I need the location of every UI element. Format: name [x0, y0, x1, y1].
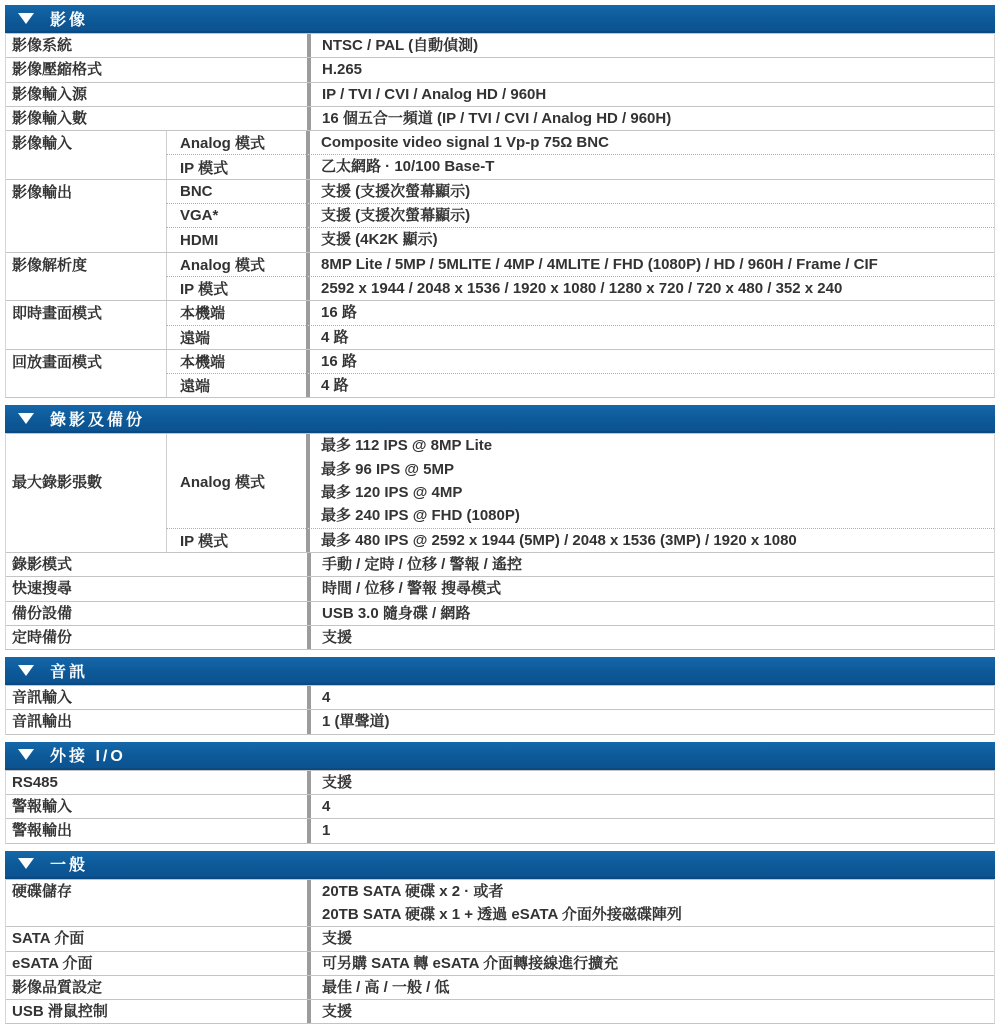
- section-title: 音訊: [50, 663, 89, 681]
- row-sublabel-cell: [166, 373, 306, 397]
- row-value: Composite video signal 1 Vp-p 75Ω BNC: [321, 134, 609, 152]
- row-label: 影像輸入: [12, 135, 73, 153]
- row-label: SATA 介面: [12, 930, 85, 948]
- triangle-down-icon: [18, 665, 34, 676]
- row-label-cell: [6, 203, 166, 227]
- row-label-cell: [6, 83, 307, 106]
- table-row: [6, 82, 994, 106]
- spec-subrow: [6, 373, 994, 397]
- row-value: 最多 112 IPS @ 8MP Lite: [321, 437, 493, 455]
- row-label: 錄影模式: [12, 555, 73, 573]
- row-value: 支援 (支援次螢幕顯示): [321, 182, 471, 200]
- row-value: 4 路: [321, 328, 349, 346]
- spec-subrow: [6, 350, 994, 373]
- row-value: 1: [322, 822, 331, 840]
- row-sublabel: IP 模式: [180, 281, 229, 299]
- spec-subrow: [6, 253, 994, 276]
- row-label: USB 滑鼠控制: [12, 1003, 108, 1021]
- row-label-cell: [6, 927, 307, 950]
- row-value: 4: [322, 798, 331, 816]
- spec-subrow: [6, 771, 994, 794]
- row-sublabel-cell: [166, 253, 306, 276]
- row-sublabel-cell: [166, 350, 306, 373]
- row-label-cell: [6, 350, 166, 373]
- section-title: 錄影及備份: [50, 411, 146, 429]
- row-label: 影像系統: [12, 37, 73, 54]
- row-label-cell: [6, 976, 307, 999]
- table-row: [6, 975, 994, 999]
- row-sublabel: IP 模式: [180, 159, 229, 177]
- row-value-cell: [307, 880, 994, 927]
- spec-subrow: [6, 819, 994, 842]
- row-value-cell: [306, 528, 994, 552]
- row-label-cell: [6, 434, 166, 527]
- spec-subrow: [6, 795, 994, 818]
- row-value-cell: [307, 83, 994, 106]
- row-value: 手動 / 定時 / 位移 / 警報 / 遙控: [322, 555, 523, 573]
- row-value: 支援 (4K2K 顯示): [321, 231, 438, 249]
- row-value-cell: [306, 434, 994, 527]
- row-value: 最多 120 IPS @ 4MP: [321, 484, 463, 502]
- table-row: [6, 926, 994, 950]
- row-label: 影像品質設定: [12, 978, 103, 996]
- row-sublabel-cell: [166, 203, 306, 227]
- table-row: [6, 601, 994, 625]
- row-value: 16 路: [321, 304, 357, 322]
- row-value: 可另購 SATA 轉 eSATA 介面轉接線進行擴充: [322, 954, 619, 972]
- row-value: USB 3.0 隨身碟 / 網路: [322, 604, 471, 622]
- row-value: 支援: [322, 628, 353, 646]
- table-row: [6, 794, 994, 818]
- table-row: [6, 709, 994, 733]
- row-sublabel: 遠端: [180, 329, 211, 347]
- row-sublabel: Analog 模式: [180, 135, 265, 153]
- row-sublabel: VGA*: [180, 207, 219, 225]
- row-label-cell: [6, 553, 307, 576]
- row-label-cell: [6, 34, 307, 57]
- row-label: 影像輸出: [12, 183, 73, 201]
- row-value: NTSC / PAL (自動偵測): [322, 37, 479, 54]
- row-sublabel: Analog 模式: [180, 473, 265, 491]
- row-value-cell: [306, 301, 994, 324]
- section-title: 外接 I/O: [50, 748, 126, 766]
- row-sublabel: IP 模式: [180, 532, 229, 550]
- section-body: [5, 433, 995, 650]
- spec-subrow: [6, 577, 994, 600]
- row-value-cell: [306, 131, 994, 154]
- row-value-cell: [307, 626, 994, 649]
- spec-section: [5, 5, 995, 398]
- spec-subrow: [6, 301, 994, 324]
- row-sublabel: BNC: [180, 182, 213, 200]
- row-value-cell: [306, 154, 994, 178]
- row-value-cell: [307, 107, 994, 130]
- section-body: [5, 770, 995, 844]
- triangle-down-icon: [18, 749, 34, 760]
- row-label: 影像輸入數: [12, 109, 88, 127]
- row-sublabel: 本機端: [180, 354, 226, 371]
- row-value-cell: [306, 203, 994, 227]
- row-value-cell: [307, 577, 994, 600]
- row-label-cell: [6, 795, 307, 818]
- row-value: 最多 240 IPS @ FHD (1080P): [321, 507, 520, 525]
- row-value-cell: [307, 553, 994, 576]
- triangle-down-icon: [18, 13, 34, 24]
- spec-subrow: [6, 227, 994, 251]
- table-row: [6, 33, 994, 57]
- row-value-cell: [307, 927, 994, 950]
- spec-table: [5, 5, 995, 1024]
- row-sublabel: 本機端: [180, 305, 226, 323]
- section-body: [5, 879, 995, 1024]
- spec-subrow: [6, 34, 994, 57]
- row-value: 16 路: [321, 352, 357, 370]
- row-value-cell: [306, 227, 994, 251]
- row-sublabel: 遠端: [180, 378, 211, 396]
- row-value: 8MP Lite / 5MP / 5MLITE / 4MP / 4MLITE / FHD (1080P) / HD / 960H / Frame / CIF: [321, 255, 878, 273]
- spec-section: [5, 851, 995, 1024]
- row-value-cell: [307, 34, 994, 57]
- row-sublabel: HDMI: [180, 231, 219, 249]
- triangle-down-icon: [18, 858, 34, 869]
- table-row: [6, 576, 994, 600]
- row-label: 快速搜尋: [12, 580, 73, 598]
- row-sublabel-cell: [166, 180, 306, 203]
- table-row: [6, 252, 994, 301]
- row-value: 20TB SATA 硬碟 x 1 + 透過 eSATA 介面外接磁碟陣列: [322, 905, 682, 923]
- section-title: 一般: [50, 857, 89, 875]
- row-value: 支援: [322, 930, 353, 948]
- table-row: [6, 818, 994, 842]
- row-sublabel-cell: [166, 434, 306, 527]
- table-row: [6, 951, 994, 975]
- row-label-cell: [6, 819, 307, 842]
- row-value-cell: [306, 180, 994, 203]
- row-value: 乙太網路 · 10/100 Base-T: [321, 158, 495, 176]
- row-value-cell: [307, 952, 994, 975]
- row-value-cell: [307, 602, 994, 625]
- row-value: 2592 x 1944 / 2048 x 1536 / 1920 x 1080 / 1280 x 720 / 720 x 480 / 352 x 240: [321, 279, 843, 297]
- row-value-cell: [307, 795, 994, 818]
- spec-section: [5, 657, 995, 735]
- table-row: [6, 433, 994, 551]
- row-label-cell: [6, 253, 166, 276]
- row-value-cell: [307, 819, 994, 842]
- row-label-cell: [6, 58, 307, 81]
- row-label-cell: [6, 131, 166, 154]
- row-label: 即時畫面模式: [12, 305, 103, 323]
- row-sublabel-cell: [166, 131, 306, 154]
- row-label: 影像輸入源: [12, 85, 88, 103]
- row-value: 最多 96 IPS @ 5MP: [321, 460, 455, 478]
- row-label-cell: [6, 154, 166, 178]
- spec-subrow: [6, 1000, 994, 1023]
- spec-subrow: [6, 180, 994, 203]
- row-value: 4: [322, 689, 331, 707]
- spec-subrow: [6, 976, 994, 999]
- section-header[interactable]: [5, 405, 995, 433]
- section-body: [5, 685, 995, 735]
- row-sublabel-cell: [166, 154, 306, 178]
- row-label-cell: [6, 771, 307, 794]
- row-label: 警報輸入: [12, 798, 73, 816]
- row-sublabel-cell: [166, 227, 306, 251]
- table-row: [6, 300, 994, 349]
- row-value: 16 個五合一頻道 (IP / TVI / CVI / Analog HD / 960H): [322, 109, 672, 127]
- row-value-cell: [306, 325, 994, 349]
- row-label-cell: [6, 880, 307, 927]
- row-value-cell: [306, 253, 994, 276]
- spec-subrow: [6, 626, 994, 649]
- row-value-cell: [306, 373, 994, 397]
- row-sublabel-cell: [166, 528, 306, 552]
- row-label-cell: [6, 602, 307, 625]
- table-row: [6, 130, 994, 179]
- spec-subrow: [6, 154, 994, 178]
- row-value: 4 路: [321, 377, 349, 395]
- spec-subrow: [6, 880, 994, 927]
- row-value-cell: [307, 686, 994, 709]
- section-title: 影像: [50, 11, 89, 29]
- row-value: 最多 480 IPS @ 2592 x 1944 (5MP) / 2048 x 1536 (3MP) / 1920 x 1080: [321, 531, 797, 549]
- table-row: [6, 770, 994, 794]
- row-value: 時間 / 位移 / 警報 搜尋模式: [322, 580, 502, 598]
- section-header[interactable]: [5, 657, 995, 685]
- spec-subrow: [6, 107, 994, 130]
- row-label-cell: [6, 227, 166, 251]
- spec-subrow: [6, 58, 994, 81]
- spec-subrow: [6, 528, 994, 552]
- row-label: 備份設備: [12, 604, 73, 622]
- spec-subrow: [6, 434, 994, 527]
- table-row: [6, 625, 994, 649]
- row-value-cell: [306, 276, 994, 300]
- spec-subrow: [6, 602, 994, 625]
- row-label-cell: [6, 952, 307, 975]
- spec-subrow: [6, 276, 994, 300]
- row-label-cell: [6, 626, 307, 649]
- row-label: 硬碟儲存: [12, 882, 73, 900]
- row-label-cell: [6, 301, 166, 324]
- row-value: H.265: [322, 61, 363, 79]
- row-label: 定時備份: [12, 628, 73, 646]
- row-value-cell: [307, 771, 994, 794]
- row-value-cell: [306, 350, 994, 373]
- spec-section: [5, 742, 995, 844]
- row-label-cell: [6, 276, 166, 300]
- table-row: [6, 552, 994, 576]
- row-label: 音訊輸出: [12, 713, 73, 731]
- table-row: [6, 685, 994, 709]
- triangle-down-icon: [18, 413, 34, 424]
- row-value: 支援 (支援次螢幕顯示): [321, 207, 471, 225]
- row-value-cell: [307, 976, 994, 999]
- section-header[interactable]: [5, 851, 995, 879]
- row-label: 回放畫面模式: [12, 354, 103, 371]
- row-sublabel-cell: [166, 276, 306, 300]
- section-body: [5, 33, 995, 398]
- row-label: 影像壓縮格式: [12, 61, 103, 79]
- table-row: [6, 349, 994, 398]
- row-value: 20TB SATA 硬碟 x 2 · 或者: [322, 882, 504, 900]
- section-header[interactable]: [5, 5, 995, 33]
- row-label-cell: [6, 180, 166, 203]
- row-label-cell: [6, 1000, 307, 1023]
- row-value: 支援: [322, 773, 353, 791]
- row-label-cell: [6, 373, 166, 397]
- row-value: 最佳 / 高 / 一般 / 低: [322, 978, 450, 996]
- row-label: 警報輸出: [12, 822, 73, 840]
- row-sublabel: Analog 模式: [180, 256, 265, 274]
- row-value: 1 (單聲道): [322, 713, 390, 731]
- row-label-cell: [6, 325, 166, 349]
- row-label: eSATA 介面: [12, 954, 93, 972]
- spec-subrow: [6, 131, 994, 154]
- table-row: [6, 999, 994, 1023]
- table-row: [6, 57, 994, 81]
- section-header[interactable]: [5, 742, 995, 770]
- row-value: IP / TVI / CVI / Analog HD / 960H: [322, 85, 547, 103]
- spec-subrow: [6, 952, 994, 975]
- spec-subrow: [6, 203, 994, 227]
- spec-subrow: [6, 710, 994, 733]
- spec-subrow: [6, 325, 994, 349]
- row-label-cell: [6, 686, 307, 709]
- row-value-cell: [307, 58, 994, 81]
- row-value-cell: [307, 1000, 994, 1023]
- spec-subrow: [6, 83, 994, 106]
- row-label-cell: [6, 528, 166, 552]
- row-value-cell: [307, 710, 994, 733]
- table-row: [6, 879, 994, 927]
- row-label: 音訊輸入: [12, 689, 73, 707]
- row-label-cell: [6, 577, 307, 600]
- row-value: 支援: [322, 1003, 353, 1021]
- spec-subrow: [6, 927, 994, 950]
- spec-subrow: [6, 553, 994, 576]
- spec-section: [5, 405, 995, 650]
- row-sublabel-cell: [166, 325, 306, 349]
- table-row: [6, 179, 994, 252]
- row-label: RS485: [12, 773, 58, 791]
- row-label-cell: [6, 710, 307, 733]
- table-row: [6, 106, 994, 130]
- spec-subrow: [6, 686, 994, 709]
- row-sublabel-cell: [166, 301, 306, 324]
- row-label: 最大錄影張數: [12, 473, 103, 491]
- row-label-cell: [6, 107, 307, 130]
- row-label: 影像解析度: [12, 256, 88, 274]
